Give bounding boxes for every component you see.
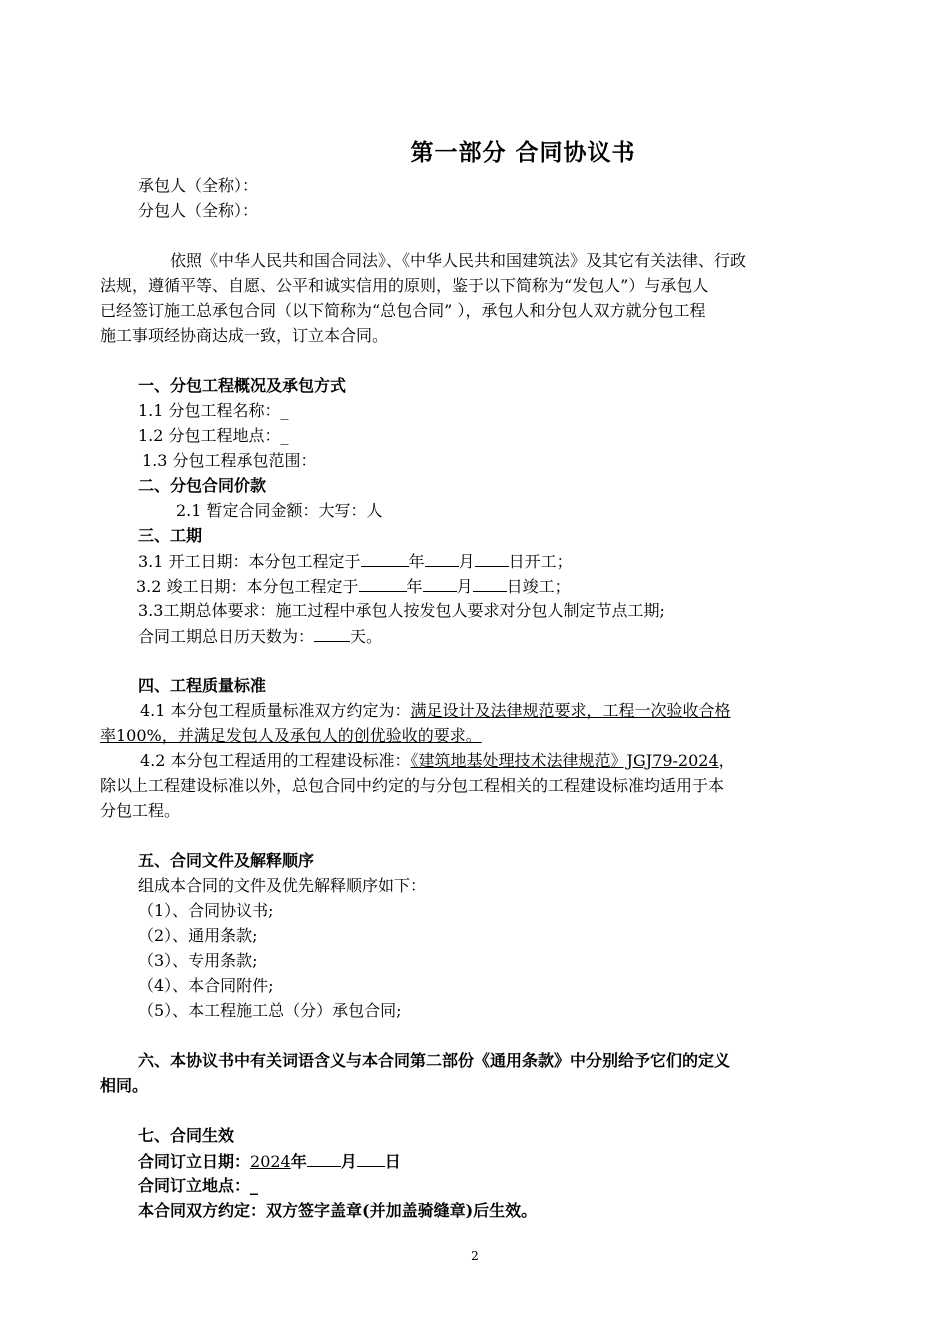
signing-year: 2024	[250, 1152, 291, 1171]
start-day-unit: 日开工；	[508, 552, 573, 571]
signing-date-label: 合同订立日期：	[138, 1152, 251, 1171]
section-1-item-3: 1.3 分包工程承包范围：	[142, 451, 317, 470]
contractor-line: 承包人（全称）：	[138, 176, 259, 195]
document-item: （5）、本工程施工总（分）承包合同;	[138, 1001, 402, 1020]
end-month-blank	[423, 576, 457, 592]
intro-line-3: 已经签订施工总承包合同（以下简称为“总包合同” ），承包人和分包人双方就分包工程	[100, 301, 706, 320]
quality-line-1	[140, 701, 731, 721]
signing-day-blank	[357, 1151, 385, 1167]
document-item: （2）、通用条款;	[138, 926, 258, 945]
section-5-heading: 五、合同文件及解释顺序	[138, 851, 315, 870]
end-date-label: 3.2 竣工日期：本分包工程定于	[136, 577, 359, 596]
document-item: （3）、专用条款;	[138, 951, 258, 970]
section-7-heading: 七、合同生效	[138, 1126, 235, 1145]
section-4-heading: 四、工程质量标准	[138, 676, 267, 695]
signing-month-blank	[307, 1151, 341, 1167]
standards-line-2: 除以上工程建设标准以外，总包合同中约定的与分包工程相关的工程建设标准均适用于本	[100, 776, 725, 795]
quality-label: 4.1 本分包工程质量标准双方约定为：	[140, 701, 411, 720]
signing-place-line: 合同订立地点：_	[138, 1176, 259, 1195]
subcontractor-line: 分包人（全称）：	[138, 201, 259, 220]
total-days-label: 合同工期总日历天数为：	[138, 627, 315, 646]
standards-line-3: 分包工程。	[100, 801, 181, 820]
intro-line-2: 法规，遵循平等、自愿、公平和诚实信用的原则，鉴于以下简称为“发包人”）与承包人	[100, 276, 709, 295]
document-item: （1）、合同协议书;	[138, 901, 274, 920]
standards-comma: ，	[718, 751, 735, 770]
end-year-blank	[359, 576, 407, 592]
effectiveness-line: 本合同双方约定：双方签字盖章(并加盖骑缝章)后生效。	[138, 1201, 538, 1220]
section-1-item-1: 1.1 分包工程名称：_	[138, 401, 289, 420]
section-1-item-2: 1.2 分包工程地点：_	[138, 426, 289, 445]
end-day-unit: 日竣工；	[506, 577, 571, 596]
intro-line-4: 施工事项经协商达成一致，订立本合同。	[100, 326, 389, 345]
end-month-unit: 月	[456, 577, 473, 596]
signing-year-unit: 年	[290, 1152, 307, 1171]
section-3-heading: 三、工期	[138, 526, 203, 545]
document-item: （4）、本合同附件;	[138, 976, 274, 995]
start-month-unit: 月	[458, 552, 475, 571]
standards-line-1	[140, 751, 735, 771]
end-year-unit: 年	[406, 577, 423, 596]
start-year-unit: 年	[408, 552, 425, 571]
end-day-blank	[473, 576, 507, 592]
total-days-unit: 天。	[350, 627, 383, 646]
start-month-blank	[425, 551, 459, 567]
total-days-blank	[314, 626, 350, 642]
section-2-heading: 二、分包合同价款	[138, 476, 267, 495]
schedule-requirement: 3.3工期总体要求：施工过程中承包人按发包人要求对分包人制定节点工期;	[138, 601, 665, 620]
documents-intro: 组成本合同的文件及优先解释顺序如下：	[138, 876, 427, 895]
page-title: 第一部分 合同协议书	[410, 139, 636, 166]
standards-label: 4.2 本分包工程适用的工程建设标准：	[140, 751, 411, 770]
signing-date-line	[138, 1151, 401, 1172]
start-date-line	[138, 551, 573, 572]
start-date-label: 3.1 开工日期：本分包工程定于	[138, 552, 361, 571]
standards-value: 《建筑地基处理技术法律规范》JGJ79-2024	[410, 751, 719, 770]
end-date-line	[136, 576, 571, 597]
quality-line-2: 率100%，并满足发包人及承包人的创优验收的要求。	[100, 726, 482, 745]
section-1-heading: 一、分包工程概况及承包方式	[138, 376, 347, 395]
page-number: 2	[471, 1249, 479, 1263]
start-day-blank	[475, 551, 509, 567]
section-6-line-1: 六、本协议书中有关词语含义与本合同第二部份《通用条款》中分别给予它们的定义	[138, 1051, 731, 1070]
signing-day-unit: 日	[384, 1152, 401, 1171]
start-year-blank	[361, 551, 409, 567]
intro-line-1: 依照《中华人民共和国合同法》、《中华人民共和国建筑法》及其它有关法律、行政	[170, 251, 747, 270]
section-2-item-1: 2.1 暂定合同金额：大写：人	[176, 501, 383, 520]
section-6-line-2: 相同。	[100, 1076, 149, 1095]
total-days-line	[138, 626, 382, 647]
quality-standard-value: 满足设计及法律规范要求，工程一次验收合格	[410, 701, 731, 720]
signing-month-unit: 月	[340, 1152, 357, 1171]
